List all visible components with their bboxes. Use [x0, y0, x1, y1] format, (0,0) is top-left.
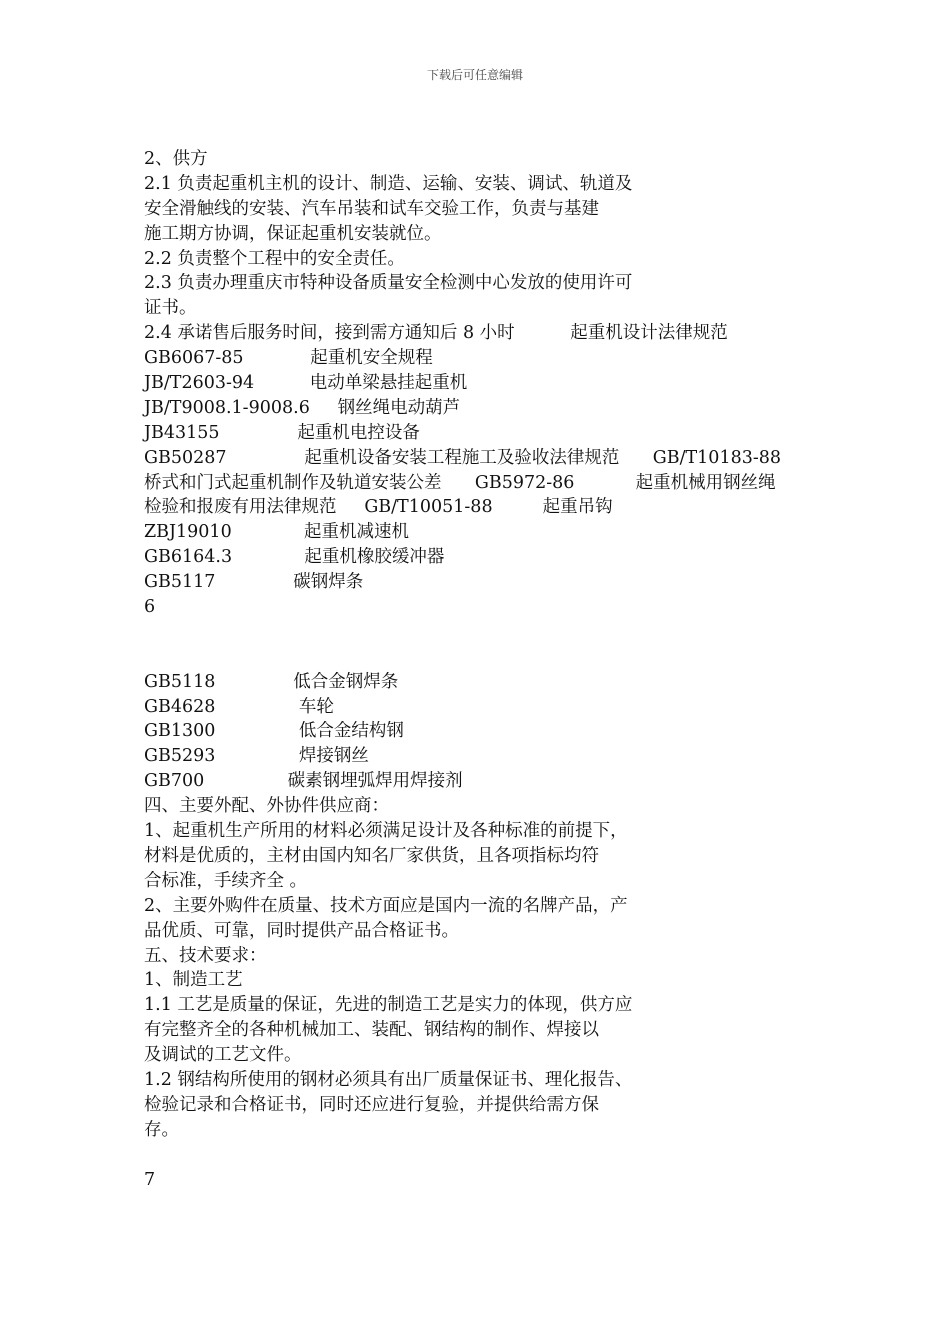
page-gap: [144, 620, 844, 645]
text-line: 合标准，手续齐全 。: [144, 870, 308, 891]
text-line: 检验记录和合格证书，同时还应进行复验，并提供给需方保: [144, 1094, 599, 1115]
page-gap: [144, 645, 844, 670]
text-line: 五、技术要求：: [144, 945, 267, 966]
text-line: JB/T2603-94 电动单梁悬挂起重机: [144, 373, 468, 394]
text-line: 施工期方协调，保证起重机安装就位。: [144, 223, 442, 244]
text-line: 2、供方: [144, 149, 208, 169]
text-line: 桥式和门式起重机制作及轨道安装公差 GB5972-86 起重机械用钢丝绳: [144, 472, 776, 493]
text-line: GB700 碳素钢埋弧焊用焊接剂: [144, 771, 463, 792]
document-body: [144, 147, 844, 1192]
text-line: 1、起重机生产所用的材料必须满足设计及各种标准的前提下，: [144, 821, 628, 842]
text-line: JB/T9008.1-9008.6 钢丝绳电动葫芦: [144, 397, 461, 418]
text-line: 品优质、可靠，同时提供产品合格证书。: [144, 920, 459, 941]
text-line: 及调试的工艺文件。: [144, 1045, 302, 1066]
text-line: 2、主要外购件在质量、技术方面应是国内一流的名牌产品，产: [144, 895, 628, 916]
text-line: 2.2 负责整个工程中的安全责任。: [144, 248, 405, 269]
text-line: GB5293 焊接钢丝: [144, 746, 369, 767]
text-line: 2.3 负责办理重庆市特种设备质量安全检测中心发放的使用许可: [144, 273, 633, 294]
text-line: 四、主要外配、外协件供应商：: [144, 796, 389, 817]
text-line: 证书。: [144, 298, 197, 319]
text-line: GB5118 低合金钢焊条: [144, 671, 399, 692]
page-gap: [144, 1143, 844, 1168]
text-line: 2.4 承诺售后服务时间，接到需方通知后 8 小时 起重机设计法律规范: [144, 323, 728, 344]
text-line: ZBJ19010 起重机减速机: [144, 522, 410, 543]
text-line: GB6067-85 起重机安全规程: [144, 348, 433, 369]
text-line: 检验和报废有用法律规范 GB/T10051-88 起重吊钩: [144, 497, 613, 518]
text-line: 1、制造工艺: [144, 970, 243, 991]
text-line: 材料是优质的，主材由国内知名厂家供货，且各项指标均符: [144, 845, 599, 866]
text-line: GB50287 起重机设备安装工程施工及验收法律规范 GB/T10183-88: [144, 447, 782, 468]
page-header-note: 下载后可任意编辑: [426, 68, 523, 82]
text-line: GB6164.3 起重机橡胶缓冲器: [144, 547, 445, 568]
text-line: 存。: [144, 1119, 179, 1140]
text-line: 安全滑触线的安装、汽车吊装和试车交验工作，负责与基建: [144, 198, 599, 219]
text-line: GB1300 低合金结构钢: [144, 721, 404, 742]
text-line: 1.2 钢结构所使用的钢材必须具有出厂质量保证书、理化报告、: [144, 1069, 633, 1090]
text-line: JB43155 起重机电控设备: [144, 422, 420, 443]
text-line: 2.1 负责起重机主机的设计、制造、运输、安装、调试、轨道及: [144, 173, 633, 194]
page-number: 7: [144, 1169, 156, 1190]
text-line: 有完整齐全的各种机械加工、装配、钢结构的制作、焊接以: [144, 1020, 599, 1041]
text-line: GB4628 车轮: [144, 696, 334, 717]
text-line: GB5117 碳钢焊条: [144, 572, 364, 593]
text-line: 1.1 工艺是质量的保证，先进的制造工艺是实力的体现，供方应: [144, 995, 633, 1016]
page-number: 6: [144, 597, 156, 618]
